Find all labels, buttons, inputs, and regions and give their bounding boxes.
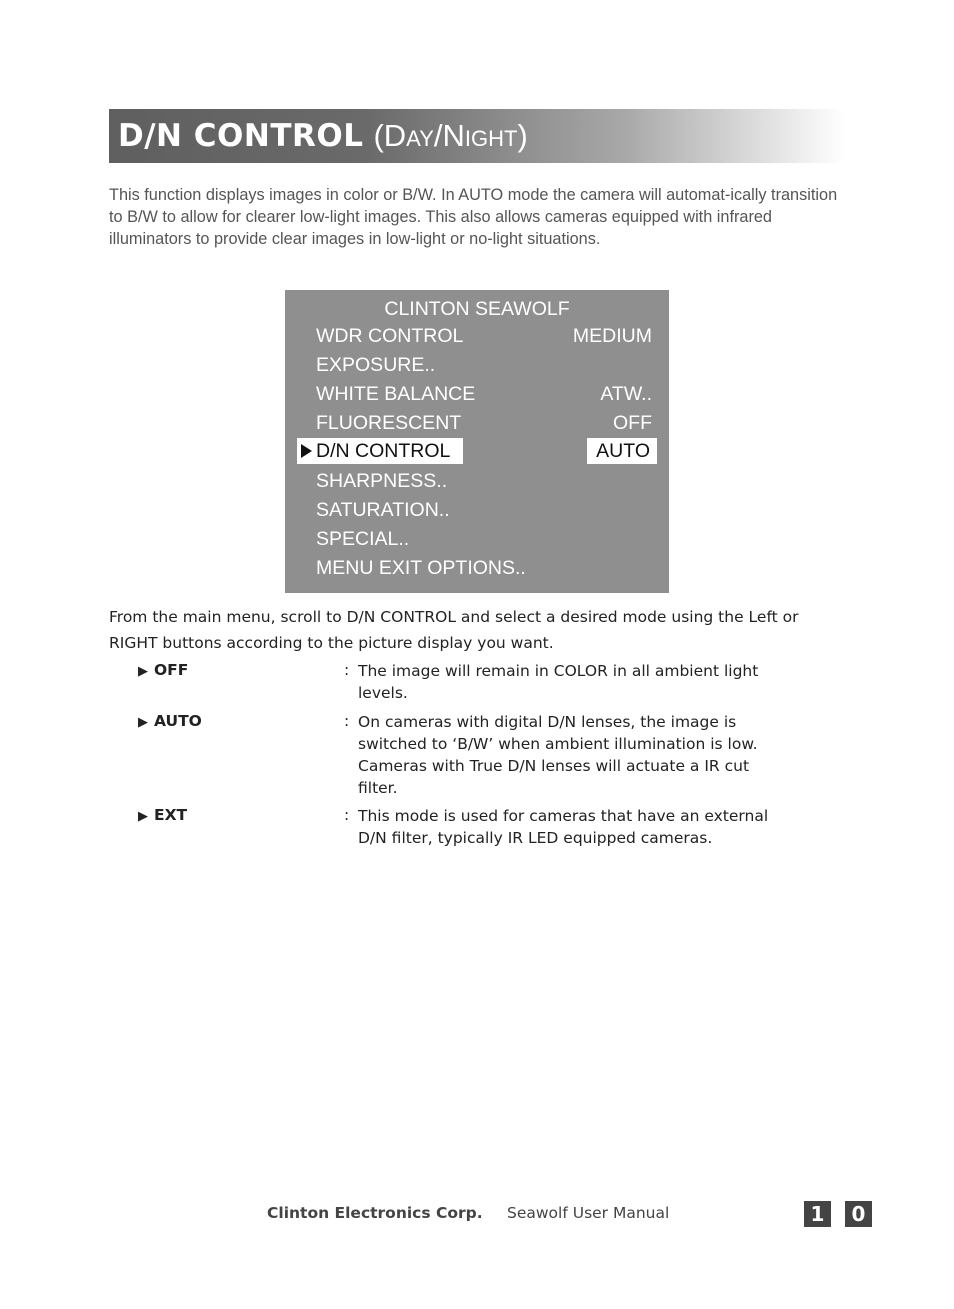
osd-item-label: D/N CONTROL xyxy=(316,440,451,462)
option-desc-line: Cameras with True D/N lenses will actuate a IR cut xyxy=(358,757,750,775)
osd-item-label: WHITE BALANCE xyxy=(316,383,476,405)
osd-menu-item xyxy=(297,468,657,494)
option-name: AUTO xyxy=(154,712,202,730)
option-colon: : xyxy=(344,661,350,679)
option-description xyxy=(358,711,838,799)
option-desc-line: levels. xyxy=(358,684,408,702)
option-off xyxy=(138,661,188,679)
option-description xyxy=(358,660,838,704)
bullet-triangle-icon: ▶ xyxy=(138,664,148,679)
osd-menu-title: CLINTON SEAWOLF xyxy=(384,298,570,320)
option-name: OFF xyxy=(154,661,189,679)
osd-menu-item xyxy=(297,526,657,552)
bullet-triangle-icon: ▶ xyxy=(138,715,148,730)
footer-manual-title: Seawolf User Manual xyxy=(507,1204,670,1222)
option-desc-line: filter. xyxy=(358,779,398,797)
option-desc-line: This mode is used for cameras that have an external xyxy=(358,807,769,825)
osd-item-label: EXPOSURE.. xyxy=(316,354,436,376)
osd-menu-item xyxy=(297,381,657,407)
option-colon: : xyxy=(344,806,350,824)
osd-menu-item xyxy=(297,323,657,349)
option-colon: : xyxy=(344,712,350,730)
osd-menu-item xyxy=(297,352,657,378)
osd-item-value: ATW.. xyxy=(600,383,652,405)
option-auto xyxy=(138,712,202,730)
osd-menu-item xyxy=(297,555,657,581)
osd-item-label: SHARPNESS.. xyxy=(316,470,448,492)
intro-paragraph: This function displays images in color or B/W. In AUTO mode the camera will automat-ically transition to B/W to allow for clearer low-light images. This also allows cameras equipped with infrared illuminators to provide clear images in low-light or no-light situations. xyxy=(109,186,838,248)
cursor-arrow-icon xyxy=(301,444,312,458)
osd-item-label: WDR CONTROL xyxy=(316,325,464,347)
option-desc-line: On cameras with digital D/N lenses, the image is xyxy=(358,713,737,731)
osd-item-label: FLUORESCENT xyxy=(316,412,462,434)
page-number-digit: 0 xyxy=(845,1201,872,1227)
footer-company: Clinton Electronics Corp. xyxy=(267,1204,483,1222)
section-subtitle: (Day/Night) xyxy=(373,118,528,153)
osd-item-label: SPECIAL.. xyxy=(316,528,410,550)
osd-item-value: OFF xyxy=(613,412,652,434)
osd-menu-item xyxy=(297,497,657,523)
option-description xyxy=(358,805,838,849)
bullet-triangle-icon: ▶ xyxy=(138,809,148,824)
option-desc-line: D/N filter, typically IR LED equipped cameras. xyxy=(358,829,713,847)
option-desc-line: The image will remain in COLOR in all ambient light xyxy=(358,662,759,680)
option-desc-line: switched to ‘B/W’ when ambient illumination is low. xyxy=(358,735,758,753)
osd-item-label: MENU EXIT OPTIONS.. xyxy=(316,557,526,579)
osd-item-value: AUTO xyxy=(596,440,650,462)
option-name: EXT xyxy=(154,806,188,824)
osd-item-value: MEDIUM xyxy=(572,325,652,347)
osd-menu-item-selected xyxy=(297,438,657,464)
section-header xyxy=(109,109,845,163)
page-number-digit: 1 xyxy=(804,1201,831,1227)
section-title: D/N CONTROL xyxy=(118,118,364,154)
osd-menu-screen xyxy=(285,290,669,593)
osd-item-label: SATURATION.. xyxy=(316,499,450,521)
option-ext xyxy=(138,806,187,824)
instructions-paragraph: From the main menu, scroll to D/N CONTROL and select a desired mode using the Left or RIGHT buttons according to the picture display you want. xyxy=(109,608,799,652)
osd-menu-item xyxy=(297,410,657,436)
